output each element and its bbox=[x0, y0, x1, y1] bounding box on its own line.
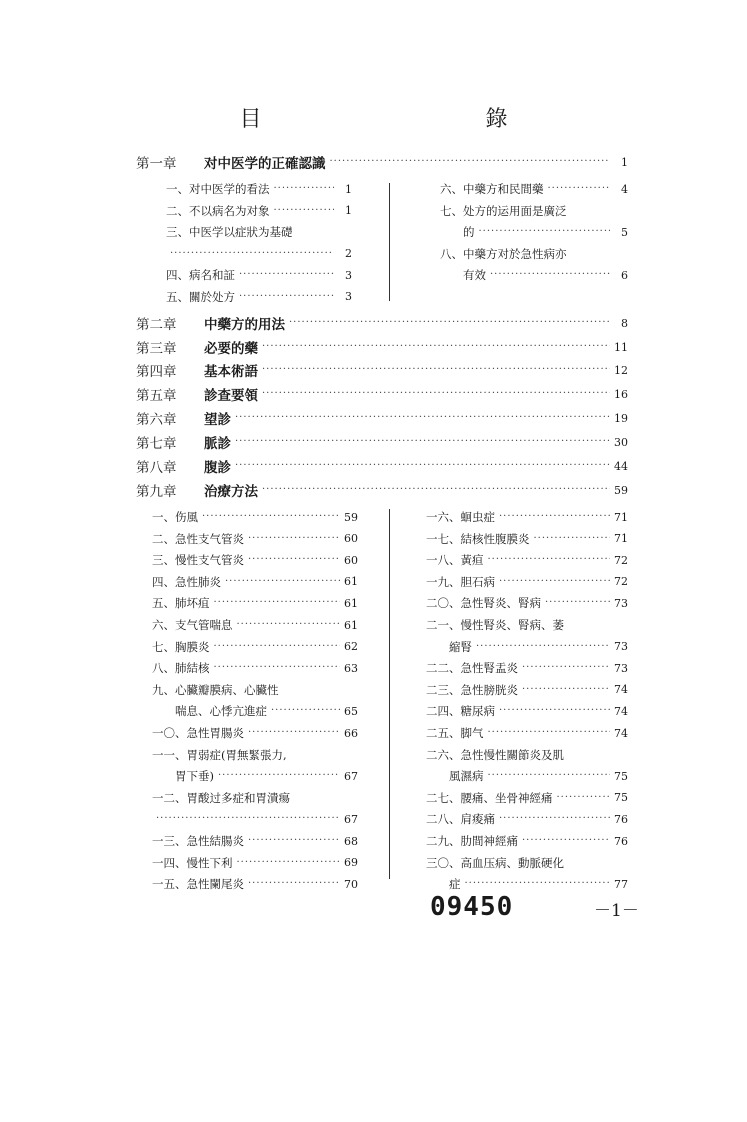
leader-dots bbox=[289, 313, 610, 333]
section-page: 68 bbox=[344, 834, 358, 848]
section-title: 三、中医学以症狀为基礎 bbox=[166, 225, 293, 239]
section-title: 症 bbox=[426, 877, 461, 892]
chapter-row bbox=[136, 408, 628, 428]
section-title: 八、肺結核 bbox=[152, 661, 210, 676]
section-title: 九、心臟瓣膜病、心臟性 bbox=[152, 682, 279, 697]
chapter-title: 必要的藥 bbox=[204, 341, 258, 357]
section-row bbox=[152, 746, 358, 764]
chapter-row bbox=[136, 432, 628, 452]
leader-dots bbox=[271, 701, 340, 721]
leader-dots bbox=[499, 701, 610, 721]
section-page: 69 bbox=[344, 856, 358, 870]
chapter-row bbox=[136, 360, 628, 380]
leader-dots bbox=[548, 179, 611, 199]
chapter-title: 腹診 bbox=[204, 460, 231, 476]
leader-dots bbox=[235, 432, 610, 452]
section-row bbox=[426, 875, 628, 893]
section-title: 一四、慢性下利 bbox=[152, 855, 233, 870]
section-row bbox=[152, 573, 358, 591]
section-page: 74 bbox=[614, 726, 628, 740]
section-row bbox=[152, 789, 358, 807]
section-row bbox=[152, 681, 358, 699]
chapter-title: 基本術語 bbox=[204, 364, 258, 380]
section-title: 二三、急性膀胱炎 bbox=[426, 682, 518, 697]
chapter-row bbox=[136, 313, 628, 333]
section-title: 一三、急性結腸炎 bbox=[152, 834, 244, 848]
section-title: 二〇、急性腎炎、腎病 bbox=[426, 596, 541, 611]
section-page: 72 bbox=[614, 575, 628, 589]
section-row bbox=[152, 659, 358, 677]
leader-dots bbox=[248, 874, 340, 894]
section-page: 71 bbox=[614, 510, 628, 524]
leader-dots bbox=[479, 222, 611, 242]
leader-dots bbox=[248, 831, 340, 851]
chapter-label: 第二章 bbox=[136, 317, 177, 333]
leader-dots bbox=[237, 615, 341, 635]
section-title: 風濕病 bbox=[426, 769, 484, 784]
section-page: 3 bbox=[345, 268, 352, 282]
section-row bbox=[152, 875, 358, 893]
section-row bbox=[152, 594, 358, 612]
section-title: 縮腎 bbox=[426, 639, 472, 654]
section-title: 二、不以病名为对象 bbox=[166, 203, 270, 218]
section-page: 5 bbox=[621, 225, 628, 239]
leader-dots bbox=[214, 637, 341, 657]
section-page: 4 bbox=[621, 182, 628, 196]
leader-dots bbox=[488, 766, 611, 786]
section-title: 四、急性肺炎 bbox=[152, 574, 221, 589]
section-title: 一、伤風 bbox=[152, 510, 198, 524]
leader-dots bbox=[499, 572, 610, 592]
section-title: 三〇、高血压病、動脈硬化 bbox=[426, 855, 564, 870]
leader-dots bbox=[330, 152, 611, 172]
chapter-row bbox=[136, 384, 628, 404]
section-page: 76 bbox=[614, 812, 628, 826]
section-title: 一七、結核性腹膜炎 bbox=[426, 531, 530, 546]
section-title: 一八、黃疸 bbox=[426, 553, 484, 568]
section-row bbox=[426, 594, 628, 612]
section-row bbox=[426, 724, 628, 742]
section-page: 67 bbox=[344, 769, 358, 783]
chapter-row bbox=[136, 337, 628, 357]
leader-dots bbox=[557, 788, 611, 808]
toc-title: 目 錄 bbox=[239, 107, 568, 132]
section-row bbox=[152, 724, 358, 742]
section-title: 五、肺坏疽 bbox=[152, 596, 210, 611]
chapter-page: 30 bbox=[614, 435, 628, 449]
section-row bbox=[152, 508, 358, 526]
section-row bbox=[440, 266, 628, 284]
leader-dots bbox=[488, 723, 611, 743]
chapter-title: 脈診 bbox=[204, 436, 231, 452]
leader-dots bbox=[214, 593, 341, 613]
section-page: 75 bbox=[614, 791, 628, 805]
section-row bbox=[152, 530, 358, 548]
chapter-page: 11 bbox=[614, 340, 628, 354]
section-row bbox=[152, 638, 358, 656]
section-page: 1 bbox=[345, 182, 352, 196]
leader-dots bbox=[274, 179, 335, 199]
leader-dots bbox=[235, 456, 610, 476]
section-page: 2 bbox=[345, 247, 352, 260]
chapter-label: 第八章 bbox=[136, 460, 177, 476]
leader-dots bbox=[225, 572, 340, 592]
divider-line bbox=[389, 183, 390, 301]
section-title: 二九、肋間神經痛 bbox=[426, 834, 518, 848]
section-page: 74 bbox=[614, 704, 628, 718]
section-row bbox=[152, 551, 358, 569]
section-row bbox=[152, 810, 358, 828]
section-page: 63 bbox=[344, 661, 358, 675]
section-title: 五、關於处方 bbox=[166, 289, 235, 304]
section-page: 73 bbox=[614, 640, 628, 654]
section-row bbox=[440, 223, 628, 241]
leader-dots bbox=[237, 853, 341, 873]
leader-dots bbox=[248, 529, 340, 549]
leader-dots bbox=[262, 360, 610, 380]
section-title: 一、对中医学的看法 bbox=[166, 182, 270, 196]
chapter-title: 中藥方的用法 bbox=[204, 317, 285, 333]
section-row bbox=[426, 551, 628, 569]
chapter-row bbox=[136, 152, 628, 172]
section-row bbox=[166, 266, 352, 284]
section-title: 一二、胃酸过多症和胃潰瘍 bbox=[152, 790, 290, 805]
leader-dots bbox=[262, 384, 610, 404]
section-page: 65 bbox=[344, 704, 358, 718]
section-title: 六、中藥方和民間藥 bbox=[440, 182, 544, 196]
section-title: 八、中藥方对於急性病亦 bbox=[440, 246, 567, 261]
section-row bbox=[426, 681, 628, 699]
section-row bbox=[426, 810, 628, 828]
leader-dots bbox=[218, 766, 340, 786]
chapter-page: 44 bbox=[614, 459, 628, 473]
chapter-page: 59 bbox=[614, 483, 628, 497]
chapter-page: 12 bbox=[614, 363, 628, 377]
section-row bbox=[440, 245, 628, 263]
section-row bbox=[440, 180, 628, 198]
chapter-row bbox=[136, 480, 628, 500]
section-page: 70 bbox=[344, 877, 358, 891]
section-title: 四、病名和証 bbox=[166, 268, 235, 282]
leader-dots bbox=[490, 265, 610, 285]
section-row bbox=[426, 530, 628, 548]
section-page: 59 bbox=[344, 510, 358, 524]
stamp-number: 09450 bbox=[430, 892, 514, 922]
section-title: 胃下垂) bbox=[152, 769, 214, 784]
section-title: 三、慢性支气管炎 bbox=[152, 553, 244, 568]
leader-dots bbox=[274, 201, 335, 221]
section-page: 61 bbox=[344, 575, 358, 589]
chapter-label: 第三章 bbox=[136, 341, 177, 357]
section-row bbox=[426, 616, 628, 634]
page-number: －1－ bbox=[594, 901, 639, 921]
section-row bbox=[152, 854, 358, 872]
leader-dots bbox=[214, 658, 341, 678]
section-title: 二、急性支气管炎 bbox=[152, 531, 244, 546]
section-page: 72 bbox=[614, 553, 628, 567]
section-row bbox=[440, 202, 628, 220]
section-row bbox=[166, 180, 352, 198]
leader-dots bbox=[534, 529, 611, 549]
section-page: 74 bbox=[614, 683, 628, 697]
section-row bbox=[166, 223, 352, 241]
section-row bbox=[152, 767, 358, 785]
leader-dots bbox=[239, 265, 334, 285]
section-row bbox=[426, 659, 628, 677]
section-title: 二四、糖尿病 bbox=[426, 704, 495, 719]
section-title: 一一、胃弱症(胃無緊張力, bbox=[152, 747, 287, 762]
section-row bbox=[426, 638, 628, 656]
section-row bbox=[166, 245, 352, 263]
divider-line bbox=[389, 509, 390, 879]
chapter-label: 第一章 bbox=[136, 156, 177, 172]
section-page: 73 bbox=[614, 596, 628, 610]
leader-dots bbox=[499, 809, 610, 829]
chapter-page: 16 bbox=[614, 387, 628, 401]
chapter-label: 第四章 bbox=[136, 364, 177, 380]
section-page: 73 bbox=[614, 661, 628, 675]
chapter-title: 診查要領 bbox=[204, 388, 258, 404]
section-row bbox=[426, 746, 628, 764]
leader-dots bbox=[262, 480, 610, 500]
section-page: 71 bbox=[614, 532, 628, 546]
chapter-label: 第九章 bbox=[136, 484, 177, 500]
chapter-label: 第五章 bbox=[136, 388, 177, 404]
leader-dots bbox=[248, 723, 340, 743]
section-row bbox=[426, 789, 628, 807]
section-title: 一〇、急性胃腸炎 bbox=[152, 726, 244, 740]
section-row bbox=[426, 854, 628, 872]
section-row bbox=[152, 702, 358, 720]
chapter-title: 望診 bbox=[204, 412, 231, 428]
chapter-title: 对中医学的正確認識 bbox=[204, 156, 326, 172]
chapter-page: 8 bbox=[621, 316, 628, 330]
chapter-title: 治療方法 bbox=[204, 484, 258, 500]
section-title: 的 bbox=[440, 225, 475, 239]
section-page: 66 bbox=[344, 726, 358, 740]
section-title: 有效 bbox=[440, 268, 486, 282]
section-title: 二八、肩痠痛 bbox=[426, 812, 495, 827]
section-title: 七、胸膜炎 bbox=[152, 639, 210, 654]
section-title: 喘息、心悸亢進症 bbox=[152, 704, 267, 719]
section-title: 一六、蛔虫症 bbox=[426, 510, 495, 524]
leader-dots bbox=[239, 287, 334, 307]
section-row bbox=[152, 616, 358, 634]
chapter-row bbox=[136, 456, 628, 476]
section-row bbox=[166, 202, 352, 220]
section-page: 6 bbox=[621, 268, 628, 282]
section-page: 62 bbox=[344, 640, 358, 654]
leader-dots bbox=[248, 550, 340, 570]
section-row bbox=[166, 288, 352, 306]
leader-dots bbox=[156, 809, 340, 829]
section-title: 六、支气管喘息 bbox=[152, 618, 233, 632]
section-title: 七、处方的运用面是廣泛 bbox=[440, 203, 567, 218]
section-page: 76 bbox=[614, 834, 628, 848]
section-page: 3 bbox=[345, 290, 352, 303]
section-page: 60 bbox=[344, 553, 358, 567]
section-page: 75 bbox=[614, 769, 628, 783]
section-row bbox=[426, 832, 628, 850]
leader-dots bbox=[262, 337, 610, 357]
leader-dots bbox=[202, 507, 340, 527]
leader-dots bbox=[170, 244, 334, 264]
section-page: 77 bbox=[614, 877, 628, 891]
section-title: 二一、慢性腎炎、腎病、萎 bbox=[426, 618, 564, 632]
chapter-label: 第七章 bbox=[136, 436, 177, 452]
leader-dots bbox=[522, 680, 610, 700]
section-row bbox=[426, 767, 628, 785]
section-title: 二七、腰痛、坐骨神經痛 bbox=[426, 790, 553, 805]
section-row bbox=[426, 573, 628, 591]
section-title: 一九、胆石病 bbox=[426, 574, 495, 589]
section-title: 一五、急性闌尾炎 bbox=[152, 877, 244, 892]
section-title: 二五、脚气 bbox=[426, 726, 484, 740]
section-row bbox=[426, 702, 628, 720]
section-page: 61 bbox=[344, 596, 358, 610]
leader-dots bbox=[476, 637, 610, 657]
section-title: 二二、急性腎盂炎 bbox=[426, 661, 518, 676]
section-page: 1 bbox=[345, 204, 352, 217]
section-page: 61 bbox=[344, 618, 358, 632]
section-page: 67 bbox=[344, 812, 358, 826]
section-row bbox=[152, 832, 358, 850]
leader-dots bbox=[522, 831, 610, 851]
leader-dots bbox=[235, 408, 610, 428]
section-title: 二六、急性慢性關節炎及肌 bbox=[426, 747, 564, 762]
leader-dots bbox=[545, 593, 610, 613]
chapter-label: 第六章 bbox=[136, 412, 177, 428]
leader-dots bbox=[488, 550, 611, 570]
leader-dots bbox=[499, 507, 610, 527]
chapter-page: 19 bbox=[614, 411, 628, 425]
chapter-page: 1 bbox=[621, 155, 628, 169]
section-page: 60 bbox=[344, 532, 358, 546]
leader-dots bbox=[522, 658, 610, 678]
section-row bbox=[426, 508, 628, 526]
